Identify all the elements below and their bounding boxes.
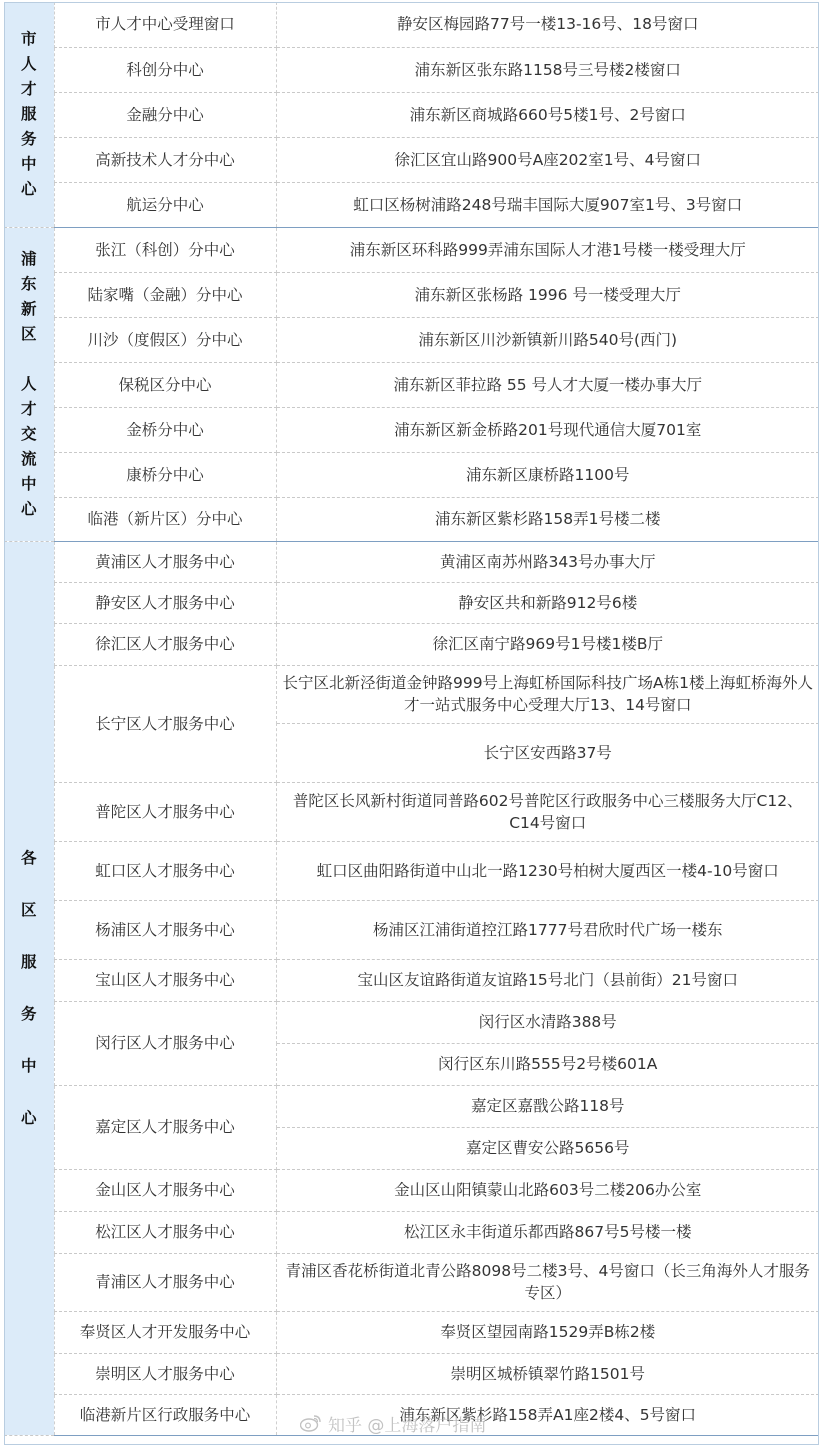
address: 金山区山阳镇蒙山北路603号二楼206办公室 bbox=[276, 1169, 819, 1211]
group-label bbox=[4, 227, 54, 541]
address: 浦东新区菲拉路 55 号人才大厦一楼办事大厅 bbox=[276, 362, 819, 407]
group-label-char: 心 bbox=[20, 179, 37, 198]
table-row bbox=[4, 362, 819, 407]
table-row bbox=[4, 1085, 819, 1127]
address: 虹口区曲阳路街道中山北一路1230号柏树大厦西区一楼4-10号窗口 bbox=[276, 841, 819, 900]
address: 嘉定区曹安公路5656号 bbox=[276, 1127, 819, 1169]
center-name: 宝山区人才服务中心 bbox=[54, 959, 276, 1001]
watermark-text: 知乎 @上海落户指南 bbox=[328, 1415, 487, 1436]
center-name: 长宁区人才服务中心 bbox=[54, 665, 276, 782]
table-row bbox=[4, 47, 819, 92]
weibo-icon bbox=[300, 1414, 322, 1432]
table-row bbox=[4, 1001, 819, 1043]
group-label-char: 浦 bbox=[20, 249, 37, 268]
group-label-char: 心 bbox=[20, 499, 37, 518]
group-label-char: 区 bbox=[20, 901, 37, 919]
group-label-char: 区 bbox=[20, 324, 37, 343]
table-row bbox=[4, 1211, 819, 1253]
address: 浦东新区紫杉路158弄1号楼二楼 bbox=[276, 497, 819, 541]
address: 闵行区东川路555号2号楼601A bbox=[276, 1043, 819, 1085]
center-name: 航运分中心 bbox=[54, 182, 276, 227]
address: 徐汇区南宁路969号1号楼1楼B厅 bbox=[276, 623, 819, 665]
watermark bbox=[300, 1408, 486, 1438]
center-name: 虹口区人才服务中心 bbox=[54, 841, 276, 900]
address: 普陀区长风新村街道同普路602号普陀区行政服务中心三楼服务大厅C12、C14号窗口 bbox=[276, 782, 819, 841]
center-name: 嘉定区人才服务中心 bbox=[54, 1085, 276, 1169]
table-row bbox=[4, 2, 819, 47]
address: 浦东新区张东路1158号三号楼2楼窗口 bbox=[276, 47, 819, 92]
center-name: 川沙（度假区）分中心 bbox=[54, 317, 276, 362]
address: 嘉定区嘉戬公路118号 bbox=[276, 1085, 819, 1127]
group-label-char: 东 bbox=[20, 274, 37, 293]
center-name: 市人才中心受理窗口 bbox=[54, 2, 276, 47]
address: 长宁区安西路37号 bbox=[276, 723, 819, 782]
group-label-char: 才 bbox=[20, 399, 37, 418]
group-label-char: 中 bbox=[20, 154, 37, 173]
center-name: 康桥分中心 bbox=[54, 452, 276, 497]
address: 杨浦区江浦街道控江路1777号君欣时代广场一楼东 bbox=[276, 900, 819, 959]
address: 浦东新区张杨路 1996 号一楼受理大厅 bbox=[276, 272, 819, 317]
group-label-char: 各 bbox=[20, 849, 37, 867]
center-name: 科创分中心 bbox=[54, 47, 276, 92]
center-name: 金融分中心 bbox=[54, 92, 276, 137]
center-name: 陆家嘴（金融）分中心 bbox=[54, 272, 276, 317]
group-label-char: 中 bbox=[20, 1057, 37, 1075]
group-label bbox=[4, 541, 54, 1435]
table-row bbox=[4, 623, 819, 665]
center-name: 临港新片区行政服务中心 bbox=[54, 1394, 276, 1435]
center-name: 松江区人才服务中心 bbox=[54, 1211, 276, 1253]
group-label-char: 服 bbox=[20, 104, 37, 123]
table-row bbox=[4, 1253, 819, 1311]
address: 浦东新区康桥路1100号 bbox=[276, 452, 819, 497]
address: 虹口区杨树浦路248号瑞丰国际大厦907室1号、3号窗口 bbox=[276, 182, 819, 227]
table-body bbox=[4, 2, 819, 1435]
table-row bbox=[4, 959, 819, 1001]
address: 长宁区北新泾街道金钟路999号上海虹桥国际科技广场A栋1楼上海虹桥海外人才一站式服务中心受理大厅13、14号窗口 bbox=[276, 665, 819, 723]
group-label-char: 心 bbox=[20, 1109, 37, 1127]
address: 浦东新区商城路660号5楼1号、2号窗口 bbox=[276, 92, 819, 137]
group-label bbox=[4, 2, 54, 227]
table-row bbox=[4, 665, 819, 723]
center-name: 张江（科创）分中心 bbox=[54, 227, 276, 272]
center-name: 闵行区人才服务中心 bbox=[54, 1001, 276, 1085]
center-name: 高新技术人才分中心 bbox=[54, 137, 276, 182]
table-row bbox=[4, 497, 819, 541]
table-row bbox=[4, 407, 819, 452]
center-name: 静安区人才服务中心 bbox=[54, 582, 276, 623]
address: 浦东新区川沙新镇新川路540号(西门) bbox=[276, 317, 819, 362]
address: 松江区永丰街道乐都西路867号5号楼一楼 bbox=[276, 1211, 819, 1253]
center-name: 奉贤区人才开发服务中心 bbox=[54, 1311, 276, 1353]
address: 奉贤区望园南路1529弄B栋2楼 bbox=[276, 1311, 819, 1353]
address: 浦东新区新金桥路201号现代通信大厦701室 bbox=[276, 407, 819, 452]
address: 静安区共和新路912号6楼 bbox=[276, 582, 819, 623]
address: 闵行区水清路388号 bbox=[276, 1001, 819, 1043]
center-name: 保税区分中心 bbox=[54, 362, 276, 407]
group-label-char: 人 bbox=[20, 54, 37, 73]
table-row bbox=[4, 92, 819, 137]
group-label-char: 务 bbox=[20, 1005, 37, 1023]
group-label-char: 人 bbox=[20, 374, 37, 393]
table-row bbox=[4, 137, 819, 182]
table-row bbox=[4, 182, 819, 227]
table-row bbox=[4, 841, 819, 900]
group-label-char: 服 bbox=[20, 953, 37, 971]
table-row bbox=[4, 317, 819, 362]
table-row bbox=[4, 582, 819, 623]
group-label-char: 新 bbox=[20, 299, 37, 318]
group-label-char: 才 bbox=[20, 79, 37, 98]
address: 宝山区友谊路街道友谊路15号北门（县前街）21号窗口 bbox=[276, 959, 819, 1001]
address: 黄浦区南苏州路343号办事大厅 bbox=[276, 541, 819, 582]
table-row bbox=[4, 227, 819, 272]
center-name: 金桥分中心 bbox=[54, 407, 276, 452]
table-row bbox=[4, 452, 819, 497]
group-label-char: 流 bbox=[20, 449, 37, 468]
center-name: 徐汇区人才服务中心 bbox=[54, 623, 276, 665]
address: 崇明区城桥镇翠竹路1501号 bbox=[276, 1353, 819, 1394]
center-name: 普陀区人才服务中心 bbox=[54, 782, 276, 841]
address: 浦东新区环科路999弄浦东国际人才港1号楼一楼受理大厅 bbox=[276, 227, 819, 272]
group-label-char: 市 bbox=[20, 29, 37, 48]
table-row bbox=[4, 1353, 819, 1394]
center-name: 崇明区人才服务中心 bbox=[54, 1353, 276, 1394]
group-label-char: 务 bbox=[20, 129, 37, 148]
group-label-char: 中 bbox=[20, 474, 37, 493]
address: 徐汇区宜山路900号A座202室1号、4号窗口 bbox=[276, 137, 819, 182]
service-center-table bbox=[4, 2, 819, 1436]
address: 青浦区香花桥街道北青公路8098号二楼3号、4号窗口（长三角海外人才服务专区） bbox=[276, 1253, 819, 1311]
center-name: 黄浦区人才服务中心 bbox=[54, 541, 276, 582]
table-row bbox=[4, 1169, 819, 1211]
table-row bbox=[4, 541, 819, 582]
table-row bbox=[4, 272, 819, 317]
address: 浦东新区紫杉路158弄A1座2楼4、5号窗口 bbox=[276, 1394, 819, 1435]
center-name: 杨浦区人才服务中心 bbox=[54, 900, 276, 959]
center-name: 临港（新片区）分中心 bbox=[54, 497, 276, 541]
table-row bbox=[4, 900, 819, 959]
group-label-char bbox=[8, 347, 50, 372]
table-row bbox=[4, 1311, 819, 1353]
center-name: 青浦区人才服务中心 bbox=[54, 1253, 276, 1311]
center-name: 金山区人才服务中心 bbox=[54, 1169, 276, 1211]
table-row bbox=[4, 782, 819, 841]
group-label-char: 交 bbox=[20, 424, 37, 443]
address: 静安区梅园路77号一楼13-16号、18号窗口 bbox=[276, 2, 819, 47]
